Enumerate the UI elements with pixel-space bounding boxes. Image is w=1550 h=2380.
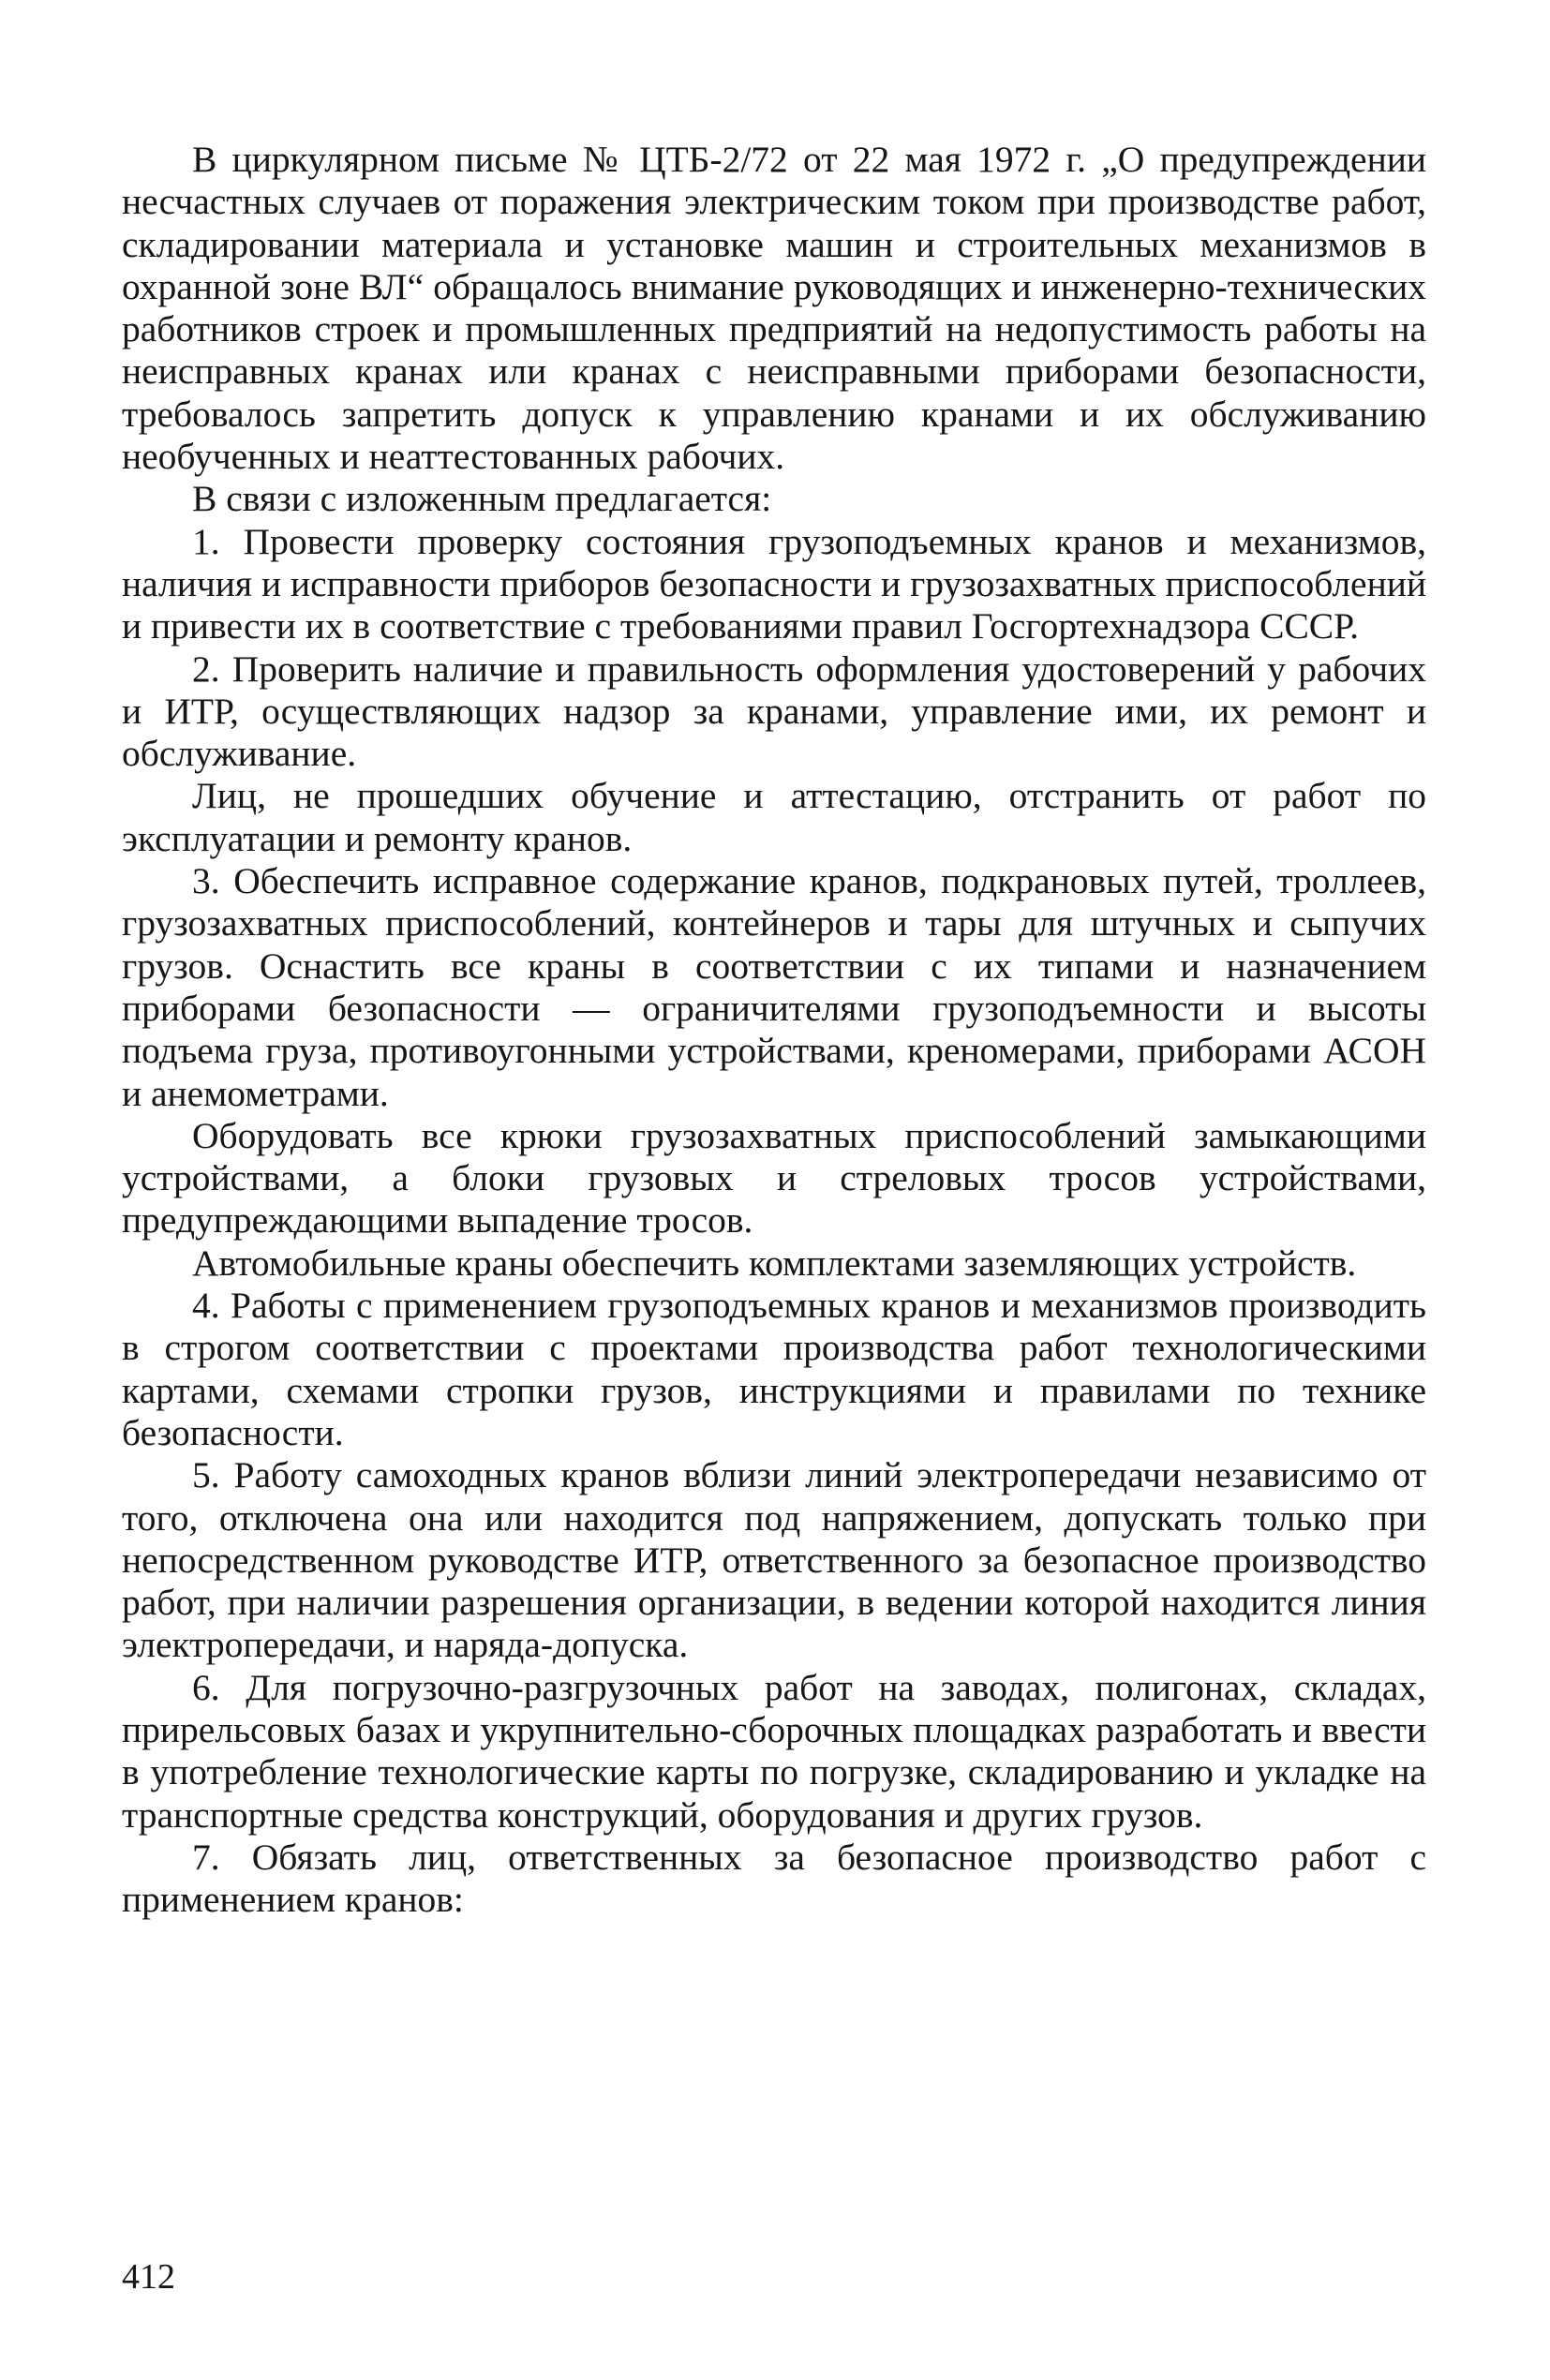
paragraph-item-2-note: Лиц, не прошедших обучение и аттестацию, отстранить от работ по эксплуатации и ремонту кранов. [122, 775, 1426, 859]
paragraph-item-1: 1. Провести проверку состояния грузоподъемных кранов и механизмов, наличия и исправности приборов безопасности и грузозахватных приспособлений и привести их в соответствие с требованиями правил Госгортехнадзора СССР. [122, 520, 1426, 647]
paragraph-proposal-intro: В связи с изложенным предлагается: [192, 478, 772, 520]
page-body [122, 139, 1426, 1921]
paragraph-item-7: 7. Обязать лиц, ответственных за безопасное производство работ с применением кранов: [122, 1836, 1426, 1921]
page-number: 412 [122, 2257, 175, 2297]
paragraph-circular-letter: В циркулярном письме № ЦТБ-2/72 от 22 мая 1972 г. „О предупреждении несчастных случаев от поражения электрическим током при производстве работ, складировании материала и установке машин и строительных механизмов в охранной зоне ВЛ“ обращалось внимание руководящих и инженерно-технических работников строек и промышленных предприятий на недопустимость работы на неисправных кранах или кранах с неисправными приборами безопасности, требовалось запретить допуск к управлению кранами и их обслуживанию необученных и неаттестованных рабочих. [122, 139, 1426, 478]
paragraph-item-3-grounding: Автомобильные краны обеспечить комплектами заземляющих устройств. [192, 1242, 1357, 1284]
paragraph-item-4: 4. Работы с применением грузоподъемных кранов и механизмов производить в строгом соответствии с проектами производства работ технологическими картами, схемами стропки грузов, инструкциями и правилами по технике безопасности. [122, 1285, 1426, 1453]
paragraph-item-5: 5. Работу самоходных кранов вблизи линий электропередачи независимо от того, отключена она или находится под напряжением, допускать только при непосредственном руководстве ИТР, ответственного за безопасное производство работ, при наличии разрешения организации, в ведении которой находится линия электропередачи, и наряда-допуска. [122, 1454, 1426, 1666]
paragraph-item-3-hooks: Оборудовать все крюки грузозахватных приспособлений замыкающими устройствами, а блоки грузовых и стреловых тросов устройствами, предупреждающими выпадение тросов. [122, 1114, 1426, 1242]
paragraph-item-3: 3. Обеспечить исправное содержание кранов, подкрановых путей, троллеев, грузозахватных приспособлений, контейнеров и тары для штучных и сыпучих грузов. Оснастить все краны в соответствии с их типами и назначением приборами безопасности — ограничителями грузоподъемности и высоты подъема груза, противоугонными устройствами, креномерами, приборами АСОН и анемометрами. [122, 860, 1426, 1114]
paragraph-item-6: 6. Для погрузочно-разгрузочных работ на заводах, полигонах, складах, прирельсовых базах и укрупнительно-сборочных площадках разработать и ввести в употребление технологические карты по погрузке, складированию и укладке на транспортные средства конструкций, оборудования и других грузов. [122, 1666, 1426, 1836]
paragraph-item-2: 2. Проверить наличие и правильность оформления удостоверений у рабочих и ИТР, осуществляющих надзор за кранами, управление ими, их ремонт и обслуживание. [122, 647, 1426, 775]
